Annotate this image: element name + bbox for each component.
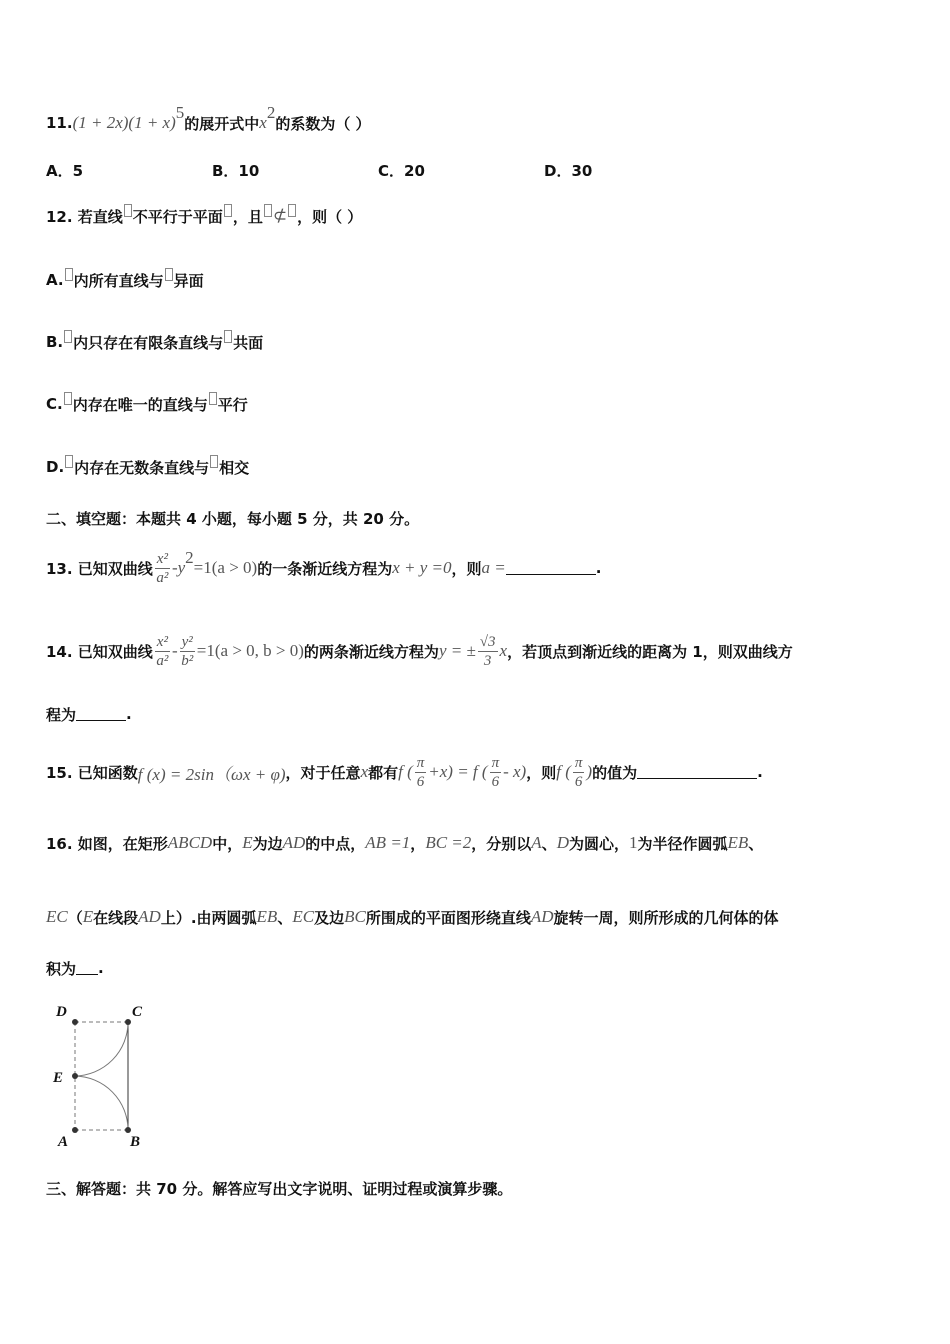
math-text: AD — [282, 833, 306, 852]
math-expression — [197, 641, 304, 661]
answer-blank — [637, 766, 757, 779]
math-expression — [194, 558, 258, 578]
text: 在线段 — [93, 908, 139, 927]
math-text: x — [499, 641, 508, 660]
math-expression — [398, 762, 413, 782]
text: 、 — [748, 834, 764, 853]
text: 旋转一周，则所形成的几何体的体 — [553, 908, 779, 927]
math-expression — [83, 907, 93, 927]
point-a — [72, 1127, 78, 1133]
math-expression — [629, 833, 638, 853]
arc-ec — [75, 1022, 128, 1076]
option-a: A．5 — [46, 161, 84, 180]
math-expression — [283, 833, 306, 853]
q15 — [46, 752, 763, 792]
q11 — [46, 103, 371, 143]
q14 — [46, 631, 793, 671]
math-text: x — [360, 762, 369, 781]
missing-glyph-icon — [224, 330, 232, 343]
math-text: ABCD — [167, 833, 213, 852]
text: 内存在唯一的直线与 — [72, 395, 208, 414]
math-text: - x) — [503, 762, 527, 781]
math-text: =1(a > 0) — [193, 558, 258, 577]
text: 14. 已知双曲线 — [46, 642, 153, 661]
text: 程为 — [46, 705, 77, 724]
denominator: b² — [181, 652, 194, 669]
missing-glyph-icon — [64, 392, 72, 405]
text: 内所有直线与 — [73, 271, 164, 290]
text: . — [757, 763, 763, 781]
q13 — [46, 548, 601, 588]
text: 、 — [277, 908, 293, 927]
text: 及边 — [314, 908, 345, 927]
math-expression — [728, 833, 749, 853]
math-text: A — [531, 833, 542, 852]
text: 的值为 — [592, 763, 638, 782]
text: 内只存在有限条直线与 — [73, 333, 224, 352]
math-text: - — [171, 641, 178, 660]
math-expression — [425, 833, 471, 853]
fraction — [415, 754, 427, 791]
math-expression — [500, 641, 508, 661]
numerator: π — [491, 754, 500, 771]
denominator: 6 — [491, 773, 500, 790]
text: 的展开式中 — [184, 114, 260, 133]
option-b: B．10 — [212, 161, 260, 180]
math-text: EC — [292, 907, 315, 926]
math-text: EC — [46, 907, 68, 926]
text: 上）.由两圆弧 — [160, 908, 257, 927]
text: 的中点， — [305, 834, 366, 853]
math-text: y = ± — [438, 641, 476, 660]
section-3 — [46, 1168, 512, 1208]
fraction — [155, 550, 170, 587]
math-expression — [439, 641, 476, 661]
numerator: x² — [156, 633, 168, 650]
numerator: π — [574, 754, 583, 771]
text: ，则 — [451, 559, 482, 578]
q16 — [46, 823, 763, 863]
text: . — [126, 705, 132, 723]
text: . — [98, 959, 104, 977]
point-d — [72, 1019, 78, 1025]
math-expression — [557, 833, 569, 853]
q14-cont — [46, 694, 132, 734]
fraction — [490, 754, 502, 791]
numerator: x² — [156, 550, 168, 567]
math-text: +x) = f ( — [428, 762, 488, 781]
math-text: f (x) = 2sin（ωx + φ) — [137, 764, 286, 784]
text: 异面 — [173, 271, 204, 290]
denominator: 3 — [483, 652, 492, 669]
text: 的系数为（ ） — [275, 114, 371, 133]
fraction — [180, 633, 195, 670]
superscript: 2 — [185, 548, 194, 567]
math-text: E — [82, 907, 94, 926]
math-text: AD — [530, 907, 554, 926]
missing-glyph-icon — [124, 204, 132, 217]
text: A. — [46, 271, 64, 289]
text: . — [595, 559, 602, 577]
text: 三、解答题：共 70 分。解答应写出文字说明、证明过程或演算步骤。 — [46, 1179, 513, 1198]
section-2 — [46, 498, 419, 538]
numerator: √3 — [479, 633, 496, 650]
label-c: C — [132, 1004, 143, 1020]
option-c: C．20 — [378, 161, 425, 180]
text: ，分别以 — [471, 834, 532, 853]
fraction — [478, 633, 498, 670]
math-expression — [428, 762, 487, 782]
text: 的一条渐近线方程为 — [257, 559, 393, 578]
math-expression — [172, 641, 178, 661]
missing-glyph-icon — [165, 268, 173, 281]
text: 内存在无数条直线与 — [74, 458, 210, 477]
text: ，则 — [526, 763, 557, 782]
answer-blank — [506, 562, 596, 575]
text: 16. 如图，在矩形 — [46, 834, 168, 853]
math-expression — [482, 558, 506, 578]
math-expression — [344, 907, 366, 927]
math-expression — [257, 907, 278, 927]
math-text: (1 + 2x)(1 + x) — [72, 113, 176, 132]
text: 所围成的平面图形绕直线 — [365, 908, 531, 927]
math-text: D — [556, 833, 569, 852]
text: 11. — [46, 114, 73, 132]
math-expression — [365, 833, 410, 853]
math-text: a = — [481, 558, 506, 577]
q11-options — [46, 150, 710, 190]
label-b: B — [130, 1134, 141, 1150]
missing-glyph-icon — [264, 204, 272, 217]
denominator: 6 — [574, 773, 583, 790]
point-e — [72, 1073, 78, 1079]
superscript: 2 — [266, 103, 276, 122]
text: 积为 — [46, 959, 77, 978]
math-expression — [292, 907, 314, 927]
text: 为边 — [252, 834, 283, 853]
numerator: π — [416, 754, 425, 771]
math-expression — [531, 833, 541, 853]
math-text: EB — [727, 833, 749, 852]
math-text: BC — [344, 907, 366, 926]
text: ， — [410, 834, 426, 853]
text: 为半径作圆弧 — [637, 834, 728, 853]
math-expression — [531, 907, 554, 927]
text: 中， — [212, 834, 243, 853]
math-text: AD — [138, 907, 161, 926]
label-d: D — [56, 1004, 67, 1020]
math-expression — [72, 103, 185, 133]
q12-c — [46, 384, 248, 424]
fraction — [573, 754, 585, 791]
text: （ — [67, 908, 83, 927]
text: 为圆心， — [568, 834, 629, 853]
text: 的两条渐近线方程为 — [303, 642, 439, 661]
math-expression — [361, 762, 369, 782]
q12-d — [46, 447, 249, 487]
missing-glyph-icon — [65, 268, 73, 281]
missing-glyph-icon — [210, 455, 218, 468]
missing-glyph-icon — [224, 204, 232, 217]
missing-glyph-icon — [64, 330, 72, 343]
math-text: f ( — [556, 762, 571, 781]
text: 、 — [541, 834, 557, 853]
denominator: a² — [156, 569, 169, 586]
math-text: y — [177, 558, 186, 577]
answer-blank — [76, 962, 98, 975]
math-text: E — [242, 833, 253, 852]
text: ，则（ ） — [297, 207, 363, 226]
label-a: A — [58, 1134, 69, 1150]
text: C. — [46, 395, 63, 413]
math-text: BC =2 — [425, 833, 472, 852]
text: 二、填空题：本题共 4 小题，每小题 5 分，共 20 分。 — [46, 509, 420, 528]
text: ，且 — [232, 207, 263, 226]
math-expression — [556, 762, 571, 782]
numerator: y² — [181, 633, 193, 650]
answer-blank — [76, 708, 126, 721]
math-expression — [177, 548, 194, 578]
math-text: AB =1 — [365, 833, 411, 852]
text: ，若顶点到渐近线的距离为 1，则双曲线方 — [507, 642, 793, 661]
q12-a — [46, 260, 204, 300]
math-expression — [138, 907, 161, 927]
text: 都有 — [368, 763, 399, 782]
arc-eb — [75, 1076, 128, 1130]
text: 15. 已知函数 — [46, 763, 138, 782]
missing-glyph-icon — [288, 204, 296, 217]
math-text: x — [259, 113, 267, 132]
math-expression — [242, 833, 252, 853]
q16-line3 — [46, 948, 104, 988]
rectangle-arc-figure — [48, 1000, 158, 1150]
q12 — [46, 196, 362, 236]
math-text: =1(a > 0, b > 0) — [196, 641, 304, 660]
text: ，对于任意 — [285, 763, 361, 782]
math-text: ⊄ — [272, 206, 288, 225]
math-expression — [392, 558, 451, 578]
math-text: ) — [586, 762, 593, 781]
math-text: EB — [256, 907, 278, 926]
math-text: 1 — [628, 833, 638, 852]
label-e: E — [53, 1070, 64, 1086]
text: D. — [46, 458, 65, 476]
point-b — [125, 1127, 131, 1133]
denominator: 6 — [416, 773, 425, 790]
option-d: D．30 — [544, 161, 593, 180]
text: B. — [46, 333, 64, 351]
math-expression — [138, 760, 286, 785]
point-c — [125, 1019, 131, 1025]
math-text: - — [171, 558, 178, 577]
text: 共面 — [233, 333, 264, 352]
text: 平行 — [217, 395, 248, 414]
q12-b — [46, 322, 263, 362]
missing-glyph-icon — [209, 392, 217, 405]
q16-line2 — [46, 897, 779, 937]
text: 不平行于平面 — [132, 207, 223, 226]
math-expression — [46, 907, 68, 927]
text: 相交 — [219, 458, 250, 477]
fraction — [155, 633, 170, 670]
text: 13. 已知双曲线 — [46, 559, 153, 578]
denominator: a² — [156, 652, 169, 669]
math-expression — [259, 103, 276, 133]
text: 12. 若直线 — [46, 207, 123, 226]
math-expression — [273, 206, 287, 226]
math-expression — [503, 762, 526, 782]
math-text: f ( — [398, 762, 413, 781]
math-text: x + y =0 — [392, 558, 452, 577]
missing-glyph-icon — [65, 455, 73, 468]
math-expression — [168, 833, 212, 853]
superscript: 5 — [175, 103, 185, 122]
